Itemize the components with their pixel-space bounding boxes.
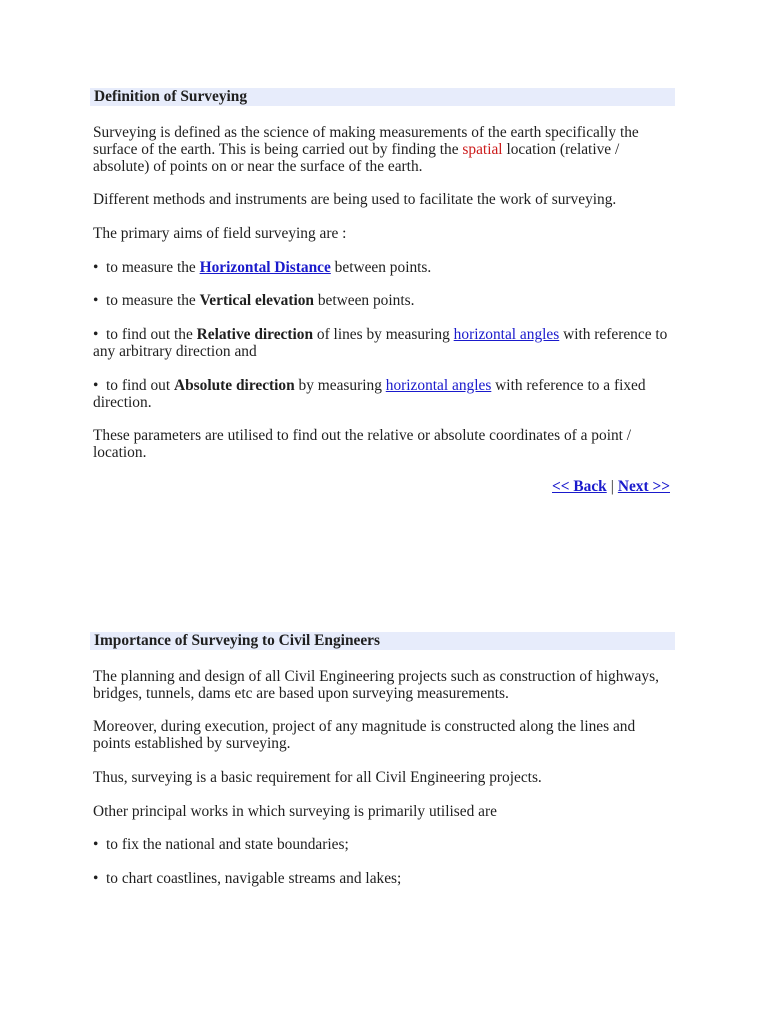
bullet-marker: • [93,325,99,343]
aim-item-relative-direction [93,326,675,360]
back-link[interactable]: << Back [552,478,607,495]
horizontal-angles-link[interactable]: horizontal angles [385,376,492,394]
aim-text: to find out [106,376,174,394]
aim-text: between points. [314,292,415,310]
bullet-marker: • [93,836,99,854]
aim-item-horizontal-distance [93,259,675,276]
definition-section [93,88,675,512]
definition-paragraph [93,124,675,175]
aim-text: with reference to a fixed direction. [93,376,646,411]
aim-text: to measure the [106,292,200,310]
horizontal-angles-link[interactable]: horizontal angles [453,325,560,343]
aim-emphasis: Vertical elevation [199,292,314,310]
work-text: to chart coastlines, navigable streams and lakes; [106,869,402,887]
importance-section [93,632,675,904]
section-heading-importance: Importance of Surveying to Civil Engineers [90,632,675,650]
importance-paragraph: The planning and design of all Civil Engineering projects such as construction of highways, bridges, tunnels, dams etc are based upon surveying measurements. [93,667,659,702]
aims-intro-paragraph: The primary aims of field surveying are : [93,224,347,242]
methods-paragraph: Different methods and instruments are being used to facilitate the work of surveying. [93,191,617,209]
definition-text-start: Surveying is defined as the science of making measurements of the earth specifically the surface of the earth. This is being carried out by finding the [93,123,639,158]
aim-text: by measuring [294,376,386,394]
page-navigation [93,478,675,495]
bullet-marker: • [93,258,99,276]
aim-emphasis: Absolute direction [173,376,295,394]
conclusion-paragraph: These parameters are utilised to find out the relative or absolute coordinates of a point / location. [93,427,632,462]
aim-item-vertical-elevation [93,292,675,309]
horizontal-distance-link[interactable]: Horizontal Distance [199,258,331,276]
work-text: to fix the national and state boundaries; [106,836,349,854]
aim-text: between points. [330,258,432,276]
aim-text: with reference to any arbitrary direction and [93,325,668,360]
section-heading-definition: Definition of Surveying [90,88,675,106]
definition-text-end: location (relative / absolute) of points on or near the surface of the earth. [93,140,620,175]
aim-item-absolute-direction [93,377,675,411]
nav-separator: | [610,478,614,495]
highlighted-term-spatial: spatial [462,140,503,158]
importance-paragraph: Thus, surveying is a basic requirement for all Civil Engineering projects. [93,768,542,786]
aim-text: to find out the [106,325,197,343]
bullet-marker: • [93,292,99,310]
aim-text: of lines by measuring [313,325,454,343]
bullet-marker: • [93,869,99,887]
work-item-boundaries [93,836,675,853]
aim-emphasis: Relative direction [196,325,314,343]
aim-text: to measure the [106,258,200,276]
importance-paragraph: Other principal works in which surveying is primarily utilised are [93,802,497,820]
work-item-coastlines [93,870,675,887]
bullet-marker: • [93,376,99,394]
importance-paragraph: Moreover, during execution, project of any magnitude is constructed along the lines and points established by surveying. [93,718,636,753]
next-link[interactable]: Next >> [617,478,670,495]
